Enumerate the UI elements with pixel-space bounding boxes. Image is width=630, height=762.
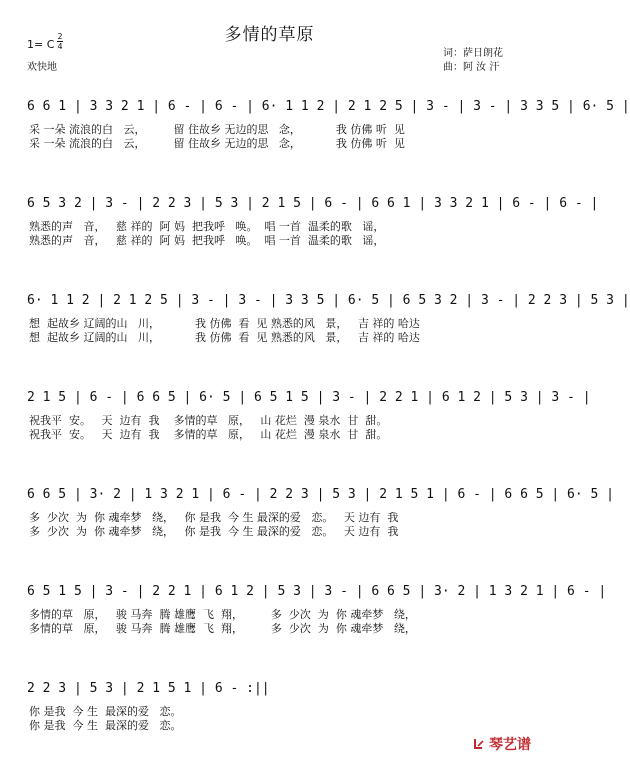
time-signature [57,32,63,51]
site-logo [472,734,531,754]
score-system-5 [27,484,614,544]
tempo-marking: 欢快地 [27,62,57,73]
lyric-verse-2: 多情的草 原， 骏 马奔 腾 雄鹰 飞 翔， 多 少次 为 你 魂牵梦 绕， [29,622,416,635]
lyric-verse-2: 采 一朵 流浪的白 云， 留 住故乡 无边的思 念， 我 仿佛 听 见 [29,137,405,150]
lyric-verse-1: 熟悉的声 音， 慈 祥的 阿 妈 把我呼 唤。 唱 一首 温柔的歌 谣， [29,220,385,233]
notation-line: 6 5 3 2 | 3 - | 2 2 3 | 5 3 | 2 1 5 | 6 - | 6 6 1 | 3 3 2 1 | 6 - | 6 - | [27,196,599,211]
score-system-4 [27,387,591,447]
lyric-verse-1: 多 少次 为 你 魂牵梦 绕， 你 是我 今 生 最深的爱 恋。 天 边有 我 [29,511,399,524]
lyricist-credit: 词：萨日朗花 [443,48,503,59]
lyric-verse-1: 你 是我 今 生 最深的爱 恋。 [29,705,182,718]
time-signature-top: 2 [57,32,63,41]
score-system-6 [27,581,607,641]
score-system-2 [27,193,599,253]
lyric-verse-1: 想 起故乡 辽阔的山 川， 我 仿佛 看 见 熟悉的风 景， 吉 祥的 哈达 [29,317,420,330]
lyric-verse-2: 想 起故乡 辽阔的山 川， 我 仿佛 看 见 熟悉的风 景， 吉 祥的 哈达 [29,331,420,344]
notation-line: 6 6 1 | 3 3 2 1 | 6 - | 6 - | 6· 1 1 2 | 2 1 2 5 | 3 - | 3 - | 3 3 5 | 6· 5 | [27,99,630,114]
logo-text: 琴艺谱 [489,737,531,753]
score-system-3 [27,290,630,350]
song-title: 多情的草原 [224,25,315,45]
notation-line: 2 2 3 | 5 3 | 2 1 5 1 | 6 - :|| [27,681,270,696]
lyric-verse-2: 多 少次 为 你 魂牵梦 绕， 你 是我 今 生 最深的爱 恋。 天 边有 我 [29,525,399,538]
lyric-verse-2: 熟悉的声 音， 慈 祥的 阿 妈 把我呼 唤。 唱 一首 温柔的歌 谣， [29,234,385,247]
notation-line: 6 6 5 | 3· 2 | 1 3 2 1 | 6 - | 2 2 3 | 5 3 | 2 1 5 1 | 6 - | 6 6 5 | 6· 5 | [27,487,614,502]
score-system-1 [27,96,630,156]
lyric-verse-1: 多情的草 原， 骏 马奔 腾 雄鹰 飞 翔， 多 少次 为 你 魂牵梦 绕， [29,608,416,621]
score-system-7 [27,678,517,738]
notation-line: 6· 1 1 2 | 2 1 2 5 | 3 - | 3 - | 3 3 5 | 6· 5 | 6 5 3 2 | 3 - | 2 2 3 | 5 3 | [27,293,630,308]
key-signature: 1= C [27,38,55,51]
notation-line: 6 5 1 5 | 3 - | 2 2 1 | 6 1 2 | 5 3 | 3 - | 6 6 5 | 3· 2 | 1 3 2 1 | 6 - | [27,584,607,599]
time-signature-bottom: 4 [57,42,63,51]
lyric-verse-2: 祝我平 安。 天 边有 我 多情的草 原， 山 花烂 漫 泉水 甘 甜。 [29,428,388,441]
notation-line: 2 1 5 | 6 - | 6 6 5 | 6· 5 | 6 5 1 5 | 3 - | 2 2 1 | 6 1 2 | 5 3 | 3 - | [27,390,591,405]
lyric-verse-2: 你 是我 今 生 最深的爱 恋。 [29,719,182,732]
lyric-verse-1: 采 一朵 流浪的白 云， 留 住故乡 无边的思 念， 我 仿佛 听 见 [29,123,405,136]
composer-credit: 曲：阿 汝 汗 [443,62,500,73]
music-note-icon [472,737,486,751]
lyric-verse-1: 祝我平 安。 天 边有 我 多情的草 原， 山 花烂 漫 泉水 甘 甜。 [29,414,388,427]
